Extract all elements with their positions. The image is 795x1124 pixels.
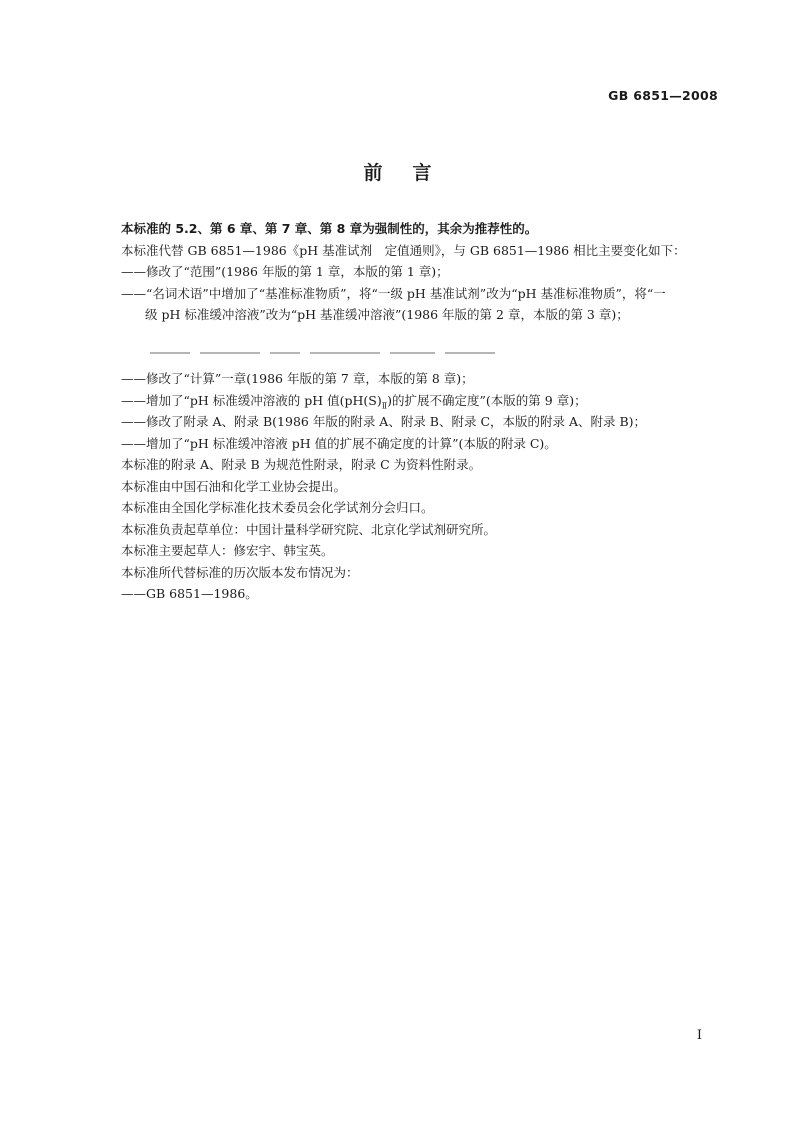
paragraph-drafting-units: 本标准负责起草单位：中国计量科学研究院、北京化学试剂研究所。 [121, 521, 497, 537]
foreword-top-block [121, 218, 721, 326]
page-number: I [696, 1028, 702, 1043]
change-item-uncertainty-head: ——增加了“pH 标准缓冲溶液的 pH 值(pH(S) [121, 392, 382, 408]
paragraph-drafters: 本标准主要起草人：修宏宇、韩宝英。 [121, 543, 334, 558]
paragraph-mandatory: 本标准的 5.2、第 6 章、第 7 章、第 8 章为强制性的，其余为推荐性的。 [121, 221, 538, 236]
change-item-calculation: ——修改了“计算”一章(1986 年版的第 7 章，本版的第 8 章)； [121, 371, 474, 386]
paragraph-annex-types: 本标准的附录 A、附录 B 为规范性附录，附录 C 为资料性附录。 [121, 457, 482, 472]
foreword-bottom-block [121, 368, 721, 605]
history-item: ——GB 6851—1986。 [121, 586, 258, 601]
change-item-terms-continued: 级 pH 标准缓冲溶液”改为“pH 基准缓冲溶液”(1986 年版的第 2 章，本版的第 3 章)； [145, 307, 629, 322]
paragraph-history: 本标准所代替标准的历次版本发布情况为： [121, 564, 359, 580]
paragraph-replaces: 本标准代替 GB 6851—1986《pH 基准试剂 定值通则》，与 GB 6851—1986 相比主要变化如下： [121, 242, 686, 258]
subscript-marker: Ⅱ [381, 401, 388, 410]
change-item-annexes: ——修改了附录 A、附录 B(1986 年版的附录 A、附录 B、附录 C，本版的附录 A、附录 B)； [121, 414, 647, 429]
paragraph-managed-by: 本标准由全国化学标准化技术委员会化学试剂分会归口。 [121, 500, 434, 515]
change-item-scope: ——修改了“范围”(1986 年版的第 1 章，本版的第 1 章)； [121, 264, 449, 279]
change-item-terms: ——“名词术语”中增加了“基准标准物质”，将“一级 pH 基准试剂”改为“pH 基准标准物质”，将“一 [121, 285, 666, 301]
change-item-uncertainty-tail: )的扩展不确定度”(本版的第 9 章)； [387, 392, 587, 408]
paragraph-proposed-by: 本标准由中国石油和化学工业协会提出。 [121, 478, 347, 494]
change-item-annex-c: ——增加了“pH 标准缓冲溶液 pH 值的扩展不确定度的计算”(本版的附录 C)。 [121, 435, 557, 451]
page-title: 前言 [363, 162, 462, 184]
standard-code: GB 6851—2008 [608, 88, 718, 103]
change-item-uncertainty [121, 390, 721, 412]
obscured-text-line [150, 350, 550, 356]
